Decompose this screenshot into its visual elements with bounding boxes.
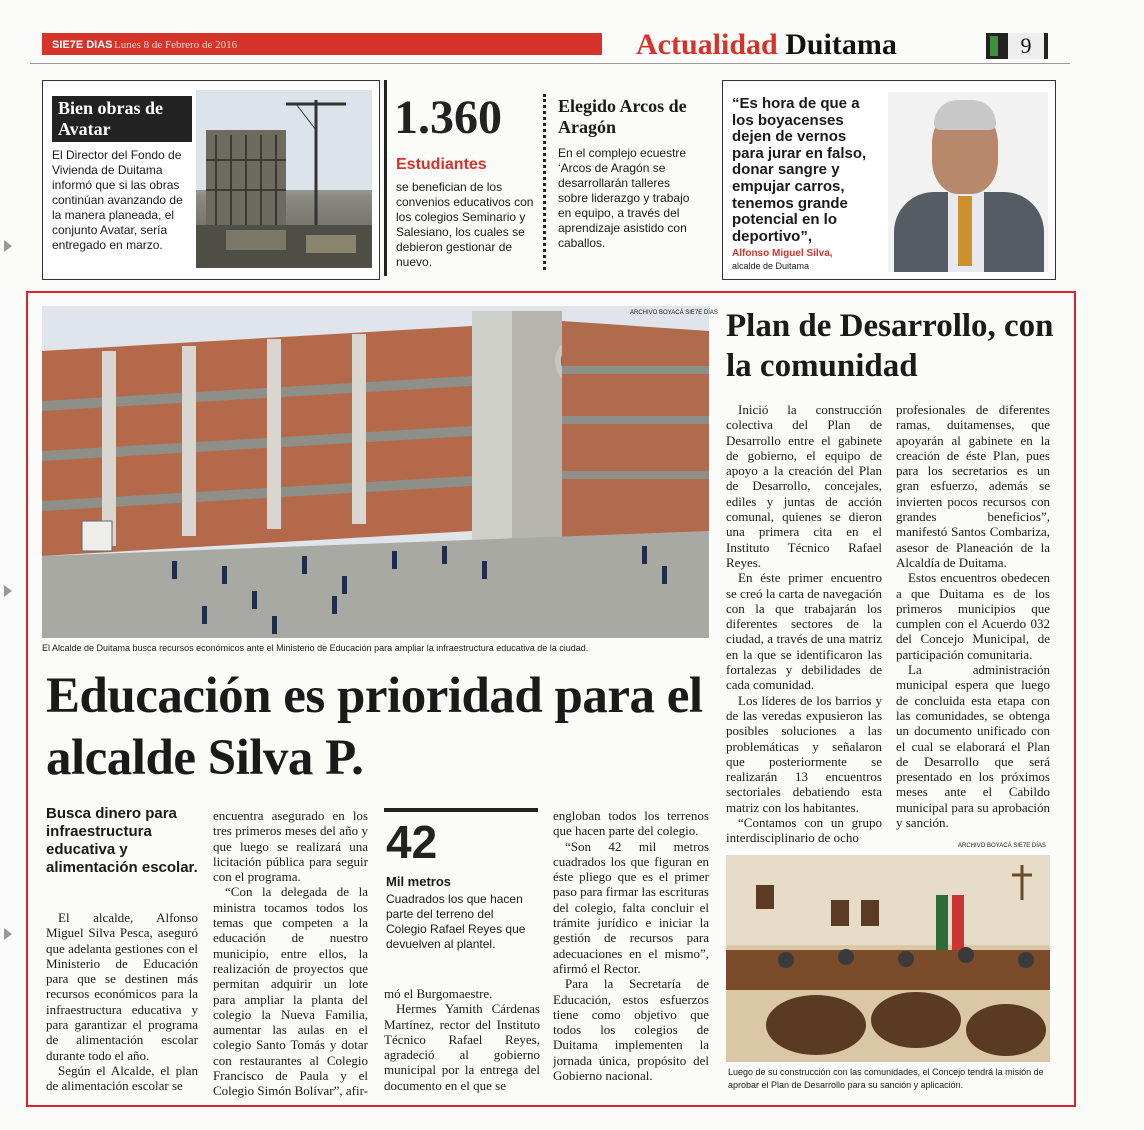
portrait-hair	[934, 100, 996, 130]
brief-arcos-title: Elegido Arcos de Aragón	[558, 96, 687, 137]
construction-illustration	[196, 90, 372, 268]
paragraph: El alcalde, Alfonso Miguel Silva Pesca, aseguró que adelanta gestiones con el Ministerio de Educación para que se destinen más recursos económicos para la infraestructura educativa y para garantizar el programa de alimentación escolar durante todo el año.	[46, 910, 198, 1063]
quote-text: “Es hora de que a los boyacenses dejen de vernos para jurar en falso, donar sangre y empujar carros, tenemos grande potencial en lo deportivo”,	[732, 95, 867, 245]
column-rule	[384, 80, 387, 276]
side-column-1	[726, 402, 882, 846]
margin-arrow-icon	[4, 928, 12, 940]
portrait-tie	[958, 196, 972, 266]
side-photo-caption: Luego de su construcción con las comunidades, el Concejo tendrá la misión de aprobar el Plan de Desarrollo para su sanción y aplicación.	[728, 1067, 1044, 1090]
paragraph: encuentra asegurado en los tres primeros meses del año y que luego se realizará una licitación pública para seguir con el programa.	[213, 808, 368, 885]
paragraph: La administración municipal espera que luego de concluida esta etapa con las comunidades, se obtenga un documento unificado con el cual se elaborará el Plan de Desarrollo que será presentado en los próximos meses ante el Cabildo municipal para su aprobación y sanción.	[896, 662, 1050, 831]
paragraph: En éste primer encuentro se creó la carta de navegación con la que trabajarán los diferentes sectores de la ciudad, a través de una matriz en la que se identificaron las fortalezas y debilidades de cada comunidad.	[726, 570, 882, 693]
margin-arrow-icon	[4, 585, 12, 597]
side-column-2	[896, 402, 1050, 830]
mayor-portrait	[888, 92, 1048, 272]
article-column-1	[46, 910, 198, 1094]
paragraph: “Son 42 mil metros cuadrados los que figuran en éste pliego que es el primer paso para firmar las escrituras del colegio, falta concluir el trámite jurídico e iniciar la gestión de recursos para adecuaciones en el mismo”, afirmó el Rector.	[553, 838, 709, 976]
paragraph: “Contamos con un grupo interdisciplinario de ocho	[726, 815, 882, 846]
paragraph: Inició la construcción colectiva del Plan de Desarrollo entre el gabinete de gobierno, el equipo de apoyo a la creación del Plan de Desarrollo, concejales, ediles y juntas de acción comunal, quienes se dieron una primera cita en el Instituto Técnico Rafael Reyes.	[726, 402, 882, 570]
side-photo-credit: ARCHIVO BOYACÁ SIE7E DÍAS	[958, 843, 1046, 849]
paragraph: engloban todos los terrenos que hacen parte del colegio.	[553, 808, 709, 839]
page-marker	[990, 36, 998, 56]
council-illustration	[726, 855, 1050, 1062]
article-column-2	[213, 808, 368, 1099]
fact-number: 42	[386, 816, 438, 868]
paragraph: Estos encuentros obedecen a que Duitama es de los primeros municipios que cumplen con el Acuerdo 032 del Concejo Municipal, de participación comunitaria.	[896, 570, 1050, 662]
page-number: 9	[1008, 33, 1044, 59]
photo-credit: ARCHIVO BOYACÁ SIE7E DÍAS	[630, 310, 718, 316]
fact-box-rule	[384, 808, 538, 812]
section-title	[636, 26, 897, 64]
construction-photo	[196, 90, 372, 268]
fact-label: Mil metros	[386, 874, 452, 889]
students-number: 1.360	[394, 91, 502, 144]
photo-caption: El Alcalde de Duitama busca recursos económicos ante el Ministerio de Educación para ampliar la infraestructura educativa de la ciudad.	[42, 643, 589, 653]
brief-arcos-text: En el complejo ecuestre ‘Arcos de Aragón se desarrollarán talleres sobre liderazgo y trabajo en equipo, a través del aprendizaje asistido con caballos.	[558, 146, 690, 250]
quote-author-role: alcalde de Duitama	[732, 261, 810, 271]
council-photo	[726, 855, 1050, 1062]
students-text: se benefician de los convenios educativos con los colegios Seminario y Salesiano, los cuales se debieron gestionar de nuevo.	[396, 180, 534, 269]
issue-date: Lunes 8 de Febrero de 2016	[114, 39, 238, 51]
paragraph: “Con la delegada de la ministra tocamos todos los temas que competen a la educación de nuestro municipio, entre ellos, la realización de proyectos que permitan adquirir un lote para ampliar la planta del colegio la Nueva Familia, aumentar las aulas en el colegio Santo Tomás y dotar con restaurantes al Colegio Francisco de Paula y el Colegio Simón Bolívar”, afir-	[213, 884, 368, 1099]
newspaper-brand: SIE7E DIAS	[52, 39, 113, 51]
side-headline: Plan de Desarrollo, con la comunidad	[726, 308, 1054, 384]
section-title-red: Actualidad	[636, 28, 778, 61]
paragraph: profesionales de diferentes ramas, duitamenses, que apoyarán al gabinete en la creación de éste Plan, pues para los secretarios es un gran esfuerzo, además se invierten pocos recursos con grandes beneficios”, manifestó Santos Combariza, asesor de Planeación de la Alcaldía de Duitama.	[896, 402, 1050, 570]
section-title-black: Duitama	[785, 28, 897, 61]
page-number-box	[986, 33, 1048, 59]
school-illustration	[42, 306, 709, 638]
article-column-4	[553, 808, 709, 1083]
paragraph: Según el Alcalde, el plan de alimentación escolar se	[46, 1062, 198, 1094]
main-kicker: Busca dinero para infraestructura educativa y alimentación escolar.	[46, 805, 198, 876]
header-rule	[30, 63, 1070, 64]
paragraph: mó el Burgomaestre.	[384, 986, 493, 1001]
brief-avatar-title: Bien obras de Avatar	[52, 96, 192, 142]
paragraph: Hermes Yamith Cárdenas Martínez, rector del Instituto Técnico Rafael Reyes, agradeció al gobierno municipal por la entrega del documento en el que se	[384, 1001, 540, 1093]
brief-avatar-text: El Director del Fondo de Vivienda de Duitama informó que si las obras continúan avanzando de la manera planeada, el conjunto Avatar, sería entregado en marzo.	[52, 148, 183, 252]
quote-author: Alfonso Miguel Silva,	[732, 248, 833, 259]
margin-arrow-icon	[4, 240, 12, 252]
fact-text: Cuadrados los que hacen parte del terreno del Colegio Rafael Reyes que devuelven al plantel.	[386, 892, 526, 951]
paragraph: Los líderes de los barrios y de las veredas expusieron las posibles soluciones a las problemáticas y señalaron que posteriormente se realizarán 13 encuentros sectoriales debatiendo esta matriz con los habitantes.	[726, 692, 882, 815]
paragraph: Para la Secretaría de Educación, estos esfuerzos tiene como objetivo que todos los colegios de Duitama implementen la jornada única, propósito del Gobierno nacional.	[553, 976, 709, 1084]
dotted-rule	[543, 94, 546, 270]
article-column-3	[384, 986, 540, 1093]
main-headline: Educación es prioridad para el alcalde Silva P.	[46, 668, 703, 786]
school-photo	[42, 306, 709, 638]
students-label: Estudiantes	[396, 156, 487, 173]
